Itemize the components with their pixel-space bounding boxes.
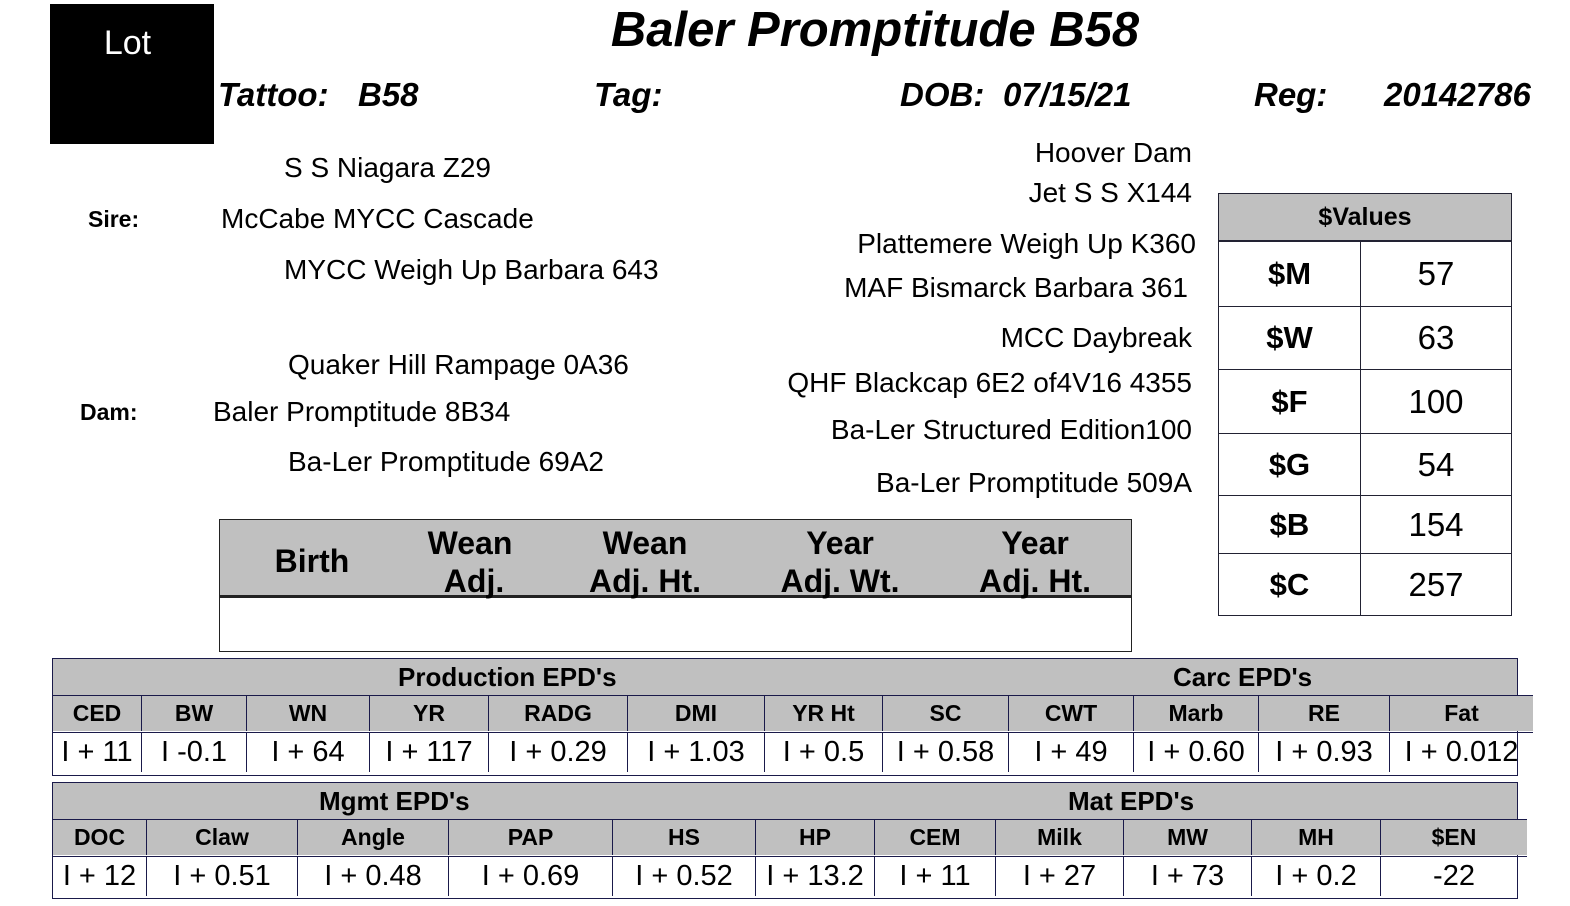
perf-col-line2: Adj. Wt. (780, 563, 900, 599)
reg-label: Reg: (1254, 76, 1328, 113)
perf-col-line2: Adj. Ht. (979, 563, 1091, 599)
sire-sire-dam: Jet S S X144 (1028, 177, 1192, 208)
value-key: $B (1219, 496, 1361, 553)
epd-value-en: -22 (1381, 856, 1527, 896)
tattoo-label: Tattoo: (218, 76, 329, 113)
epd-value-yr-ht: I + 0.5 (765, 732, 883, 772)
value-row-w (1219, 307, 1511, 370)
value-row-m (1219, 242, 1511, 307)
epd-value-mw: I + 73 (1124, 856, 1252, 896)
perf-col-birth (242, 542, 382, 580)
reg-value: 20142786 (1384, 76, 1531, 113)
epd-value-doc: I + 12 (53, 856, 147, 896)
epd-header-wn: WN (247, 695, 370, 731)
dam-sire-sire: MCC Daybreak (1000, 322, 1192, 353)
performance-table (219, 519, 1132, 652)
perf-col-line1: Year (806, 525, 874, 561)
value-value: 100 (1408, 382, 1464, 420)
sire-sire-sire: Hoover Dam (1034, 137, 1192, 168)
dob-value: 07/15/21 (1003, 76, 1132, 113)
epd-header-milk: Milk (996, 819, 1124, 855)
epd-header-angle: Angle (298, 819, 449, 855)
perf-col-line1: Wean (427, 525, 513, 561)
epd-header-pap: PAP (449, 819, 613, 855)
epd-header-cwt: CWT (1009, 695, 1134, 731)
epd-header-cem: CEM (875, 819, 996, 855)
value-row-g (1219, 434, 1511, 496)
carc-epd-title: Carc EPD's (1173, 662, 1313, 692)
dam-sire: Quaker Hill Rampage 0A36 (288, 349, 629, 380)
epd-value-angle: I + 0.48 (298, 856, 449, 896)
mat-epd-title: Mat EPD's (1068, 786, 1195, 816)
epd-header-dmi: DMI (628, 695, 765, 731)
lot-label: Lot (103, 24, 152, 62)
perf-col-year-adj-ht (955, 524, 1115, 600)
dollar-values-table (1218, 193, 1512, 616)
production-epd-table (52, 658, 1518, 776)
epd-header-re: RE (1259, 695, 1390, 731)
epd-value-ced: I + 11 (53, 732, 142, 772)
epd-value-sc: I + 0.58 (883, 732, 1009, 772)
epd-header-sc: SC (883, 695, 1009, 731)
epd-value-wn: I + 64 (247, 732, 370, 772)
epd-header-mh: MH (1252, 819, 1381, 855)
epd-value-bw: I -0.1 (142, 732, 247, 772)
mgmt-epd-table (52, 782, 1518, 899)
epd-header-fat: Fat (1390, 695, 1533, 731)
value-value: 63 (1417, 319, 1455, 356)
epd-header-en: $EN (1381, 819, 1527, 855)
epd-header-hp: HP (756, 819, 875, 855)
value-key: $G (1219, 434, 1361, 495)
epd-header-yr-ht: YR Ht (765, 695, 883, 731)
epd-header-marb: Marb (1134, 695, 1259, 731)
value-key: $W (1219, 307, 1361, 369)
epd-header-yr: YR (370, 695, 489, 731)
epd-header-ced: CED (53, 695, 142, 731)
epd-value-mh: I + 0.2 (1252, 856, 1381, 896)
epd-header-radg: RADG (489, 695, 628, 731)
epd-header-mw: MW (1124, 819, 1252, 855)
value-value: 54 (1417, 445, 1455, 483)
epd-value-dmi: I + 1.03 (628, 732, 765, 772)
sire-dam-dam: MAF Bismarck Barbara 361 (844, 272, 1188, 303)
epd-value-radg: I + 0.29 (489, 732, 628, 772)
perf-col-wean-adj (400, 524, 540, 600)
epd-header-doc: DOC (53, 819, 147, 855)
value-row-b (1219, 496, 1511, 554)
epd-header-bw: BW (142, 695, 247, 731)
dam-dam-dam: Ba-Ler Promptitude 509A (876, 467, 1192, 498)
epd-value-hp: I + 13.2 (756, 856, 875, 896)
sire-dam-sire: Plattemere Weigh Up K360 (857, 228, 1196, 259)
performance-header (220, 520, 1131, 598)
dollar-values-title: $Values (1219, 194, 1511, 242)
lot-box (50, 4, 214, 144)
perf-col-wean-adj-ht (570, 524, 720, 600)
dam-dam-sire: Ba-Ler Structured Edition100 (830, 414, 1192, 445)
epd-value-cem: I + 11 (875, 856, 996, 896)
perf-col-line1: Birth (274, 543, 350, 579)
sire-dam: MYCC Weigh Up Barbara 643 (284, 254, 659, 285)
dam-label: Dam: (80, 399, 138, 425)
animal-name-title: Baler Promptitude B58 (610, 3, 1140, 57)
epd-header-hs: HS (613, 819, 756, 855)
epd-header-claw: Claw (147, 819, 298, 855)
tag-label: Tag: (594, 76, 663, 113)
perf-col-line2: Adj. (443, 563, 505, 599)
mgmt-epd-title: Mgmt EPD's (319, 786, 470, 816)
epd-value-hs: I + 0.52 (613, 856, 756, 896)
dob-label: DOB: (900, 76, 985, 113)
value-value: 154 (1408, 505, 1464, 543)
dam-name: Baler Promptitude 8B34 (213, 396, 511, 427)
value-value: 57 (1417, 255, 1455, 292)
tattoo-value: B58 (358, 76, 419, 113)
value-key: $F (1219, 370, 1361, 433)
mgmt-band (53, 783, 1517, 819)
perf-col-line1: Wean (602, 525, 688, 561)
perf-col-line1: Year (1001, 525, 1069, 561)
epd-value-fat: I + 0.012 (1390, 732, 1533, 772)
value-row-c (1219, 554, 1511, 615)
value-value: 257 (1408, 565, 1464, 603)
epd-value-cwt: I + 49 (1009, 732, 1134, 772)
sire-sire: S S Niagara Z29 (284, 152, 491, 183)
epd-value-re: I + 0.93 (1259, 732, 1390, 772)
dam-dam: Ba-Ler Promptitude 69A2 (288, 446, 604, 477)
sire-label: Sire: (88, 206, 140, 232)
dam-sire-dam: QHF Blackcap 6E2 of4V16 4355 (787, 367, 1192, 398)
epd-value-marb: I + 0.60 (1134, 732, 1259, 772)
epd-value-yr: I + 117 (370, 732, 489, 772)
perf-col-line2: Adj. Ht. (589, 563, 701, 599)
value-key: $C (1219, 554, 1361, 615)
epd-value-milk: I + 27 (996, 856, 1124, 896)
production-epd-title: Production EPD's (398, 662, 617, 692)
epd-value-pap: I + 0.69 (449, 856, 613, 896)
perf-col-year-adj-wt (760, 524, 920, 600)
sire-name: McCabe MYCC Cascade (221, 203, 534, 234)
value-key: $M (1219, 242, 1361, 306)
value-row-f (1219, 370, 1511, 434)
epd-value-claw: I + 0.51 (147, 856, 298, 896)
